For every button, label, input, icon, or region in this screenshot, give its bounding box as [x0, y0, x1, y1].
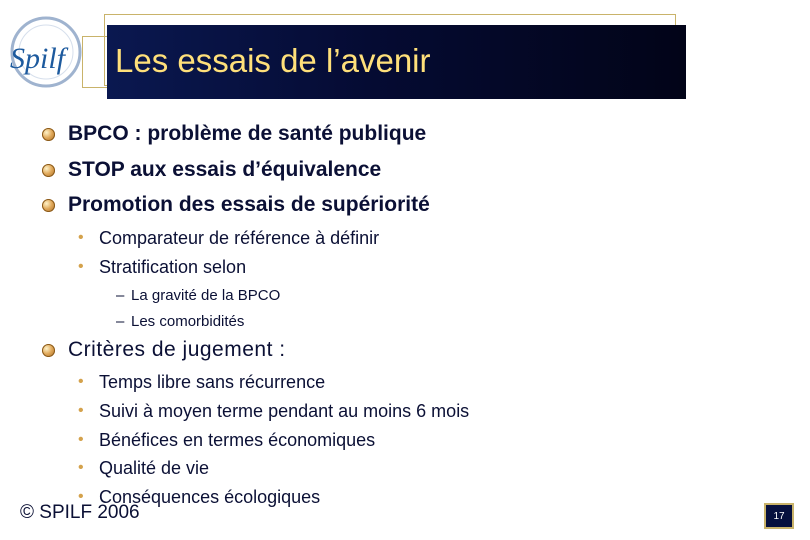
dot-icon: • — [78, 431, 84, 448]
bullet-4-sub-3 — [78, 429, 375, 451]
title-frame-accent — [82, 36, 109, 88]
bullet-4 — [42, 335, 286, 365]
dot-icon: • — [78, 258, 84, 275]
bullet-3 — [42, 190, 430, 220]
dash-icon: – — [116, 312, 125, 330]
bullet-disc-icon — [42, 199, 55, 212]
logo-graphic — [4, 10, 84, 90]
bullet-4-sub-5-text: Conséquences écologiques — [99, 486, 321, 507]
bullet-3-sub-2-b-text: Les comorbidités — [131, 312, 245, 330]
bullet-4-sub-2 — [78, 400, 469, 422]
bullet-disc-icon — [42, 128, 55, 141]
footer-copyright: © SPILF 2006 — [20, 502, 140, 523]
spilf-logo — [4, 10, 84, 90]
bullet-1 — [42, 119, 426, 149]
bullet-3-sub-2-b — [116, 311, 244, 331]
dot-icon: • — [78, 229, 84, 246]
dot-icon: • — [78, 459, 84, 476]
bullet-3-sub-1-text: Comparateur de référence à définir — [99, 227, 380, 248]
page-number: 17 — [764, 503, 794, 529]
bullet-4-sub-4-text: Qualité de vie — [99, 457, 210, 478]
bullet-2-text: STOP aux essais d’équivalence — [68, 158, 382, 181]
bullet-2 — [42, 155, 381, 185]
bullet-3-sub-2-a — [116, 285, 280, 305]
dash-icon: – — [116, 286, 125, 304]
slide-title: Les essais de l’avenir — [115, 42, 431, 79]
dot-icon: • — [78, 488, 84, 505]
bullet-4-sub-3-text: Bénéfices en termes économiques — [99, 429, 376, 450]
bullet-disc-icon — [42, 344, 55, 357]
bullet-3-sub-2-a-text: La gravité de la BPCO — [131, 286, 281, 304]
bullet-4-sub-1-text: Temps libre sans récurrence — [99, 371, 326, 392]
bullet-3-sub-1 — [78, 227, 379, 249]
bullet-disc-icon — [42, 164, 55, 177]
bullet-3-text: Promotion des essais de supériorité — [68, 193, 430, 216]
bullet-1-text: BPCO : problème de santé publique — [68, 122, 427, 145]
dot-icon: • — [78, 402, 84, 419]
bullet-4-text: Critères de jugement : — [68, 338, 286, 361]
bullet-4-sub-4 — [78, 457, 209, 479]
dot-icon: • — [78, 373, 84, 390]
svg-text:Spilf: Spilf — [10, 42, 66, 75]
bullet-4-sub-1 — [78, 371, 325, 393]
bullet-3-sub-2-text: Stratification selon — [99, 256, 247, 277]
bullet-4-sub-2-text: Suivi à moyen terme pendant au moins 6 mois — [99, 400, 470, 421]
bullet-3-sub-2 — [78, 256, 246, 278]
